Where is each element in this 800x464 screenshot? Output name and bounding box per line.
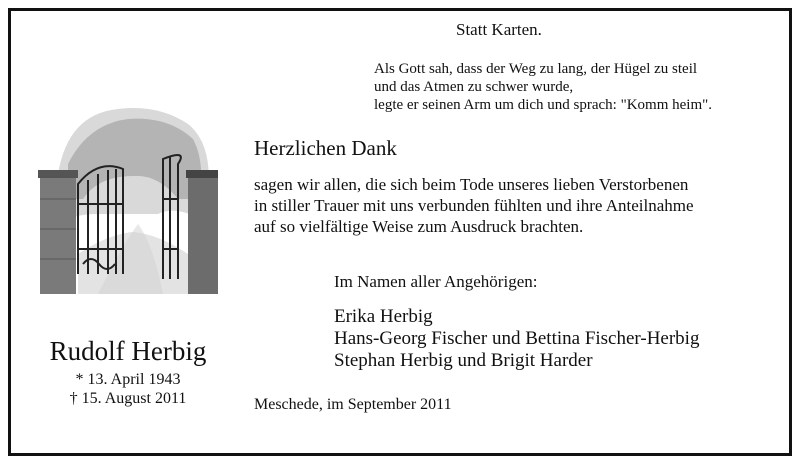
deceased-name: Rudolf Herbig — [49, 336, 207, 366]
death-date: † 15. August 2011 — [69, 390, 187, 407]
poem-line: legte er seinen Arm um dich und sprach: "Komm heim". — [374, 97, 713, 113]
birth-date: * 13. April 1943 — [75, 371, 181, 388]
poem — [374, 60, 712, 114]
thanks-line: sagen wir allen, die sich beim Tode unseres lieben Verstorbenen — [254, 175, 689, 194]
family-name: Erika Herbig — [334, 306, 433, 327]
notice-heading: Statt Karten. — [456, 20, 542, 39]
place-date: Meschede, im September 2011 — [254, 396, 452, 413]
family-name: Hans-Georg Fischer und Bettina Fischer-Herbig — [334, 328, 700, 349]
names-intro: Im Namen aller Angehörigen: — [334, 272, 538, 291]
family-names — [334, 306, 699, 372]
family-name: Stephan Herbig und Brigit Harder — [334, 350, 593, 371]
life-dates — [38, 370, 218, 408]
poem-line: und das Atmen zu schwer wurde, — [374, 79, 574, 95]
thanks-text — [254, 174, 694, 237]
thanks-line: in stiller Trauer mit uns verbunden fühlten und ihre Anteilnahme — [254, 196, 694, 215]
thanks-title: Herzlichen Dank — [254, 136, 397, 160]
poem-line: Als Gott sah, dass der Weg zu lang, der Hügel zu steil — [374, 61, 698, 77]
garden-gate-image — [38, 104, 218, 294]
thanks-line: auf so vielfältige Weise zum Ausdruck brachten. — [254, 217, 584, 236]
